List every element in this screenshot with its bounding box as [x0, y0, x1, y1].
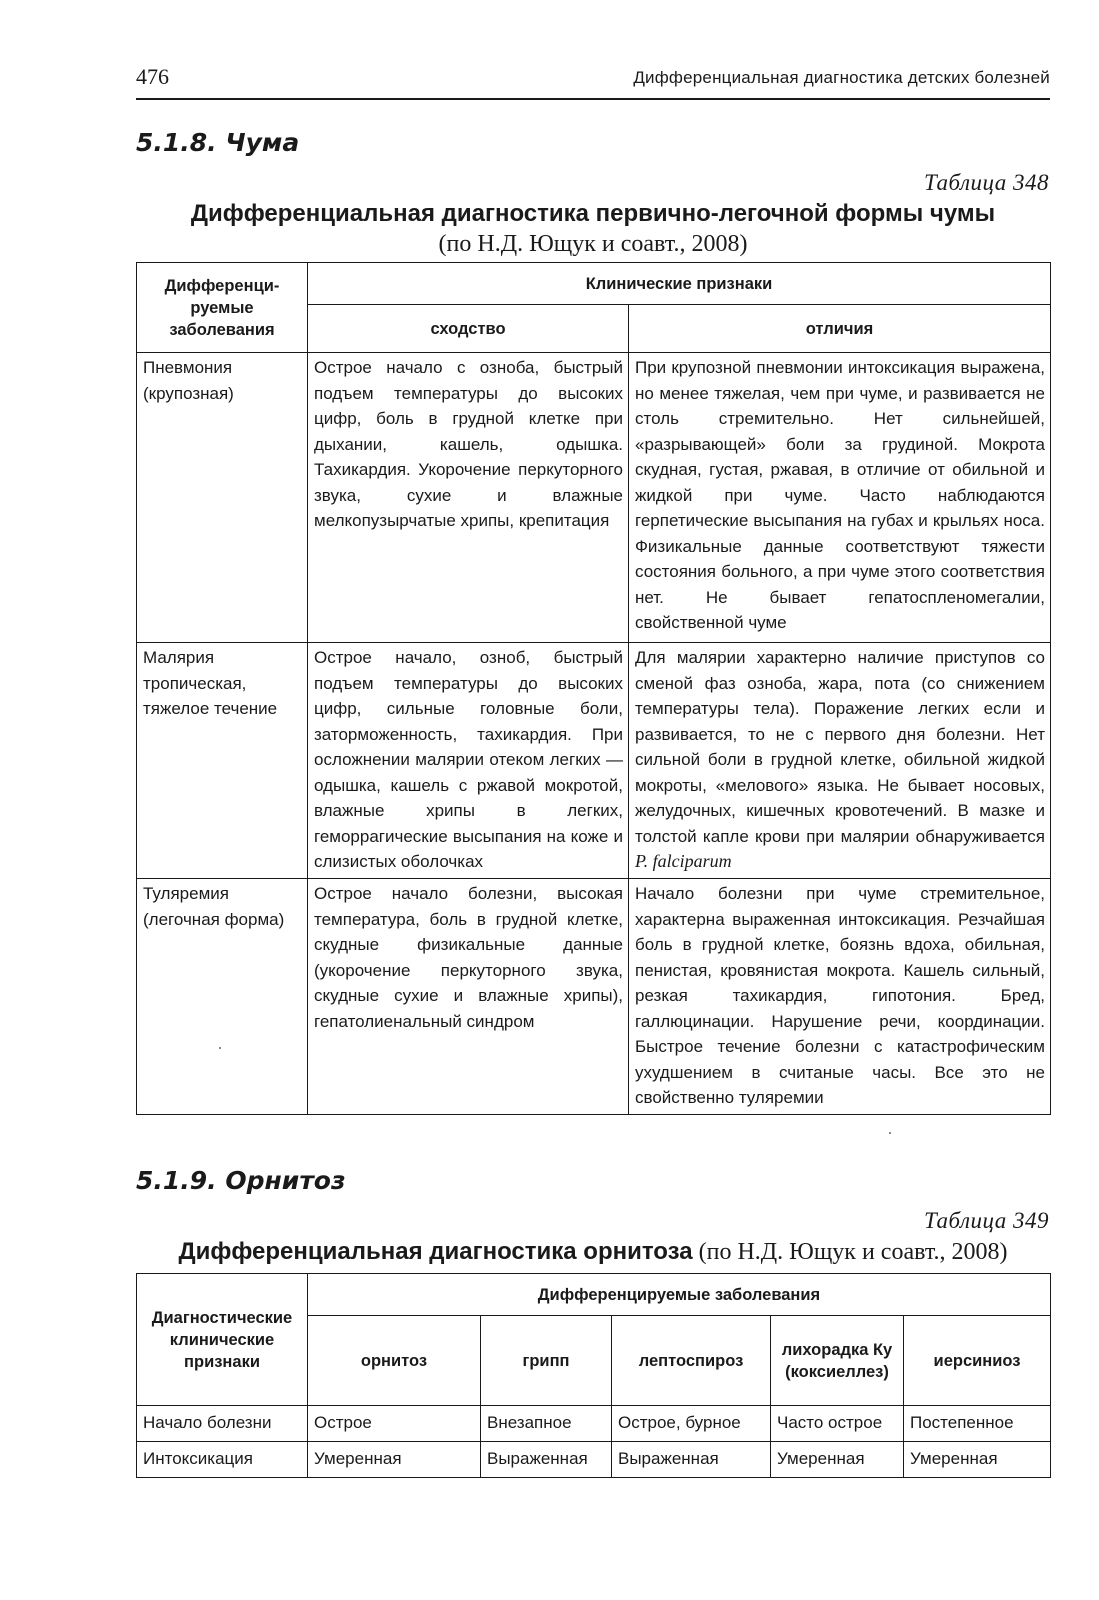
table-caption-349-source: (по Н.Д. Ющук и соавт., 2008): [698, 1239, 1008, 1265]
value-cell: Умеренная: [771, 1442, 904, 1478]
table-number-349: Таблица 349: [923, 1208, 1049, 1233]
diff-cell: [629, 643, 1051, 879]
page-number: 476: [136, 64, 169, 89]
value-cell: Острое: [308, 1406, 481, 1442]
table-header-row: [137, 1274, 1051, 1316]
table-row: [137, 879, 1051, 1115]
table-348: [136, 262, 1051, 1115]
section-title-ornithosis: 5.1.9. Орнитоз: [136, 1166, 346, 1195]
table-caption-349: [136, 1237, 1050, 1267]
table-caption-348-source: (по Н.Д. Ющук и соавт., 2008): [438, 231, 748, 257]
similar-cell: Острое начало, озноб, быстрый подъем температуры до высоких цифр, сильные головные боли, заторможенность, тахикардия. При осложнении малярии отеком легких — одышка, кашель с ржавой мокротой, влажные хрипы в легких, геморрагические высыпания на коже и слизистых оболочках: [308, 643, 629, 879]
section-title-plague: 5.1.8. Чума: [136, 128, 300, 157]
scan-speck: [219, 1047, 221, 1049]
value-cell: Внезапное: [481, 1406, 612, 1442]
col-header-yersiniosis: иерсиниоз: [904, 1316, 1051, 1406]
col-header-disease: Дифференци-руемые заболевания: [137, 263, 308, 353]
sign-cell: Интоксикация: [137, 1442, 308, 1478]
value-cell: Острое, бурное: [612, 1406, 771, 1442]
table-row: [137, 1406, 1051, 1442]
value-cell: Часто острое: [771, 1406, 904, 1442]
value-cell: Умеренная: [308, 1442, 481, 1478]
table-row: [137, 1442, 1051, 1478]
sign-cell: Начало болезни: [137, 1406, 308, 1442]
value-cell: Постепенное: [904, 1406, 1051, 1442]
running-title: Дифференциальная диагностика детских болезней: [633, 68, 1050, 87]
col-header-influenza: грипп: [481, 1316, 612, 1406]
disease-cell: Пневмония (крупозная): [137, 353, 308, 643]
disease-cell: Малярия тропическая, тяжелое течение: [137, 643, 308, 879]
diff-text: Для малярии характерно наличие приступов со сменой фаз озноба, жара, пота (со снижением температуры тела). Поражение легких если и развивается, то не с первого дня болезни. Нет сильной боли в грудной клетке, обильной жидкой мокроты, «мелового» языка. Не бывает носовых, желудочных, кишечных кровотечений. В мазке и толстой капле крови при малярии обнаруживается: [635, 648, 1045, 846]
diff-cell: При крупозной пневмонии интоксикация выражена, но менее тяжелая, чем при чуме, и развивается не столь стремительно. Нет сильнейшей, «разрывающей» боли за грудиной. Мокрота скудная, густая, ржавая, в отличие от обильной и жидкой при чуме. Часто наблюдаются герпетические высыпания на губах и крыльях носа. Физикальные данные соответствуют тяжести состояния больного, а при чуме этого соответствия нет. Не бывает гепатоспленомегалии, свойственной чуме: [629, 353, 1051, 643]
col-header-signs: Диагностические клинические признаки: [137, 1274, 308, 1406]
similar-cell: Острое начало с озноба, быстрый подъем температуры до высоких цифр, боль в грудной клетке при дыхании, кашель, одышка. Тахикардия. Укорочение перкуторного звука, сухие и влажные мелкопузырчатые хрипы, крепитация: [308, 353, 629, 643]
value-cell: Умеренная: [904, 1442, 1051, 1478]
table-row: [137, 353, 1051, 643]
col-header-clinical: Клинические признаки: [308, 263, 1051, 305]
value-cell: Выраженная: [481, 1442, 612, 1478]
page-header: [136, 62, 1050, 100]
col-header-diseases: Дифференцируемые заболевания: [308, 1274, 1051, 1316]
similar-cell: Острое начало болезни, высокая температура, боль в грудной клетке, скудные физикальные данные (укорочение перкуторного звука, скудные сухие и влажные хрипы), гепатолиенальный синдром: [308, 879, 629, 1115]
col-header-q-fever: лихорадка Ку (коксиеллез): [771, 1316, 904, 1406]
col-header-leptospirosis: лептоспироз: [612, 1316, 771, 1406]
disease-cell: Туляремия (легочная форма): [137, 879, 308, 1115]
table-caption-348-title: Дифференциальная диагностика первично-легочной формы чумы: [190, 200, 996, 227]
scan-speck: [889, 1132, 891, 1134]
table-header-row: [137, 263, 1051, 305]
diff-cell: Начало болезни при чуме стремительное, характерна выраженная интоксикация. Резчайшая боль в грудной клетке, боязнь вдоха, обильная, пенистая, кровянистая мокрота. Кашель сильный, резкая тахикардия, гипотония. Бред, галлюцинации. Нарушение речи, координации. Быстрое течение болезни с катастрофическим ухудшением в считаные часы. Все это не свойственно туляремии: [629, 879, 1051, 1115]
table-caption-348: [136, 199, 1050, 259]
col-header-similar: сходство: [308, 305, 629, 353]
col-header-ornithosis: орнитоз: [308, 1316, 481, 1406]
table-349: [136, 1273, 1051, 1478]
table-row: [137, 643, 1051, 879]
col-header-diff: отличия: [629, 305, 1051, 353]
table-number-348: Таблица 348: [923, 170, 1049, 195]
pathogen-name: P. falciparum: [635, 851, 732, 871]
table-caption-349-title: Дифференциальная диагностика орнитоза: [178, 1238, 693, 1265]
value-cell: Выраженная: [612, 1442, 771, 1478]
